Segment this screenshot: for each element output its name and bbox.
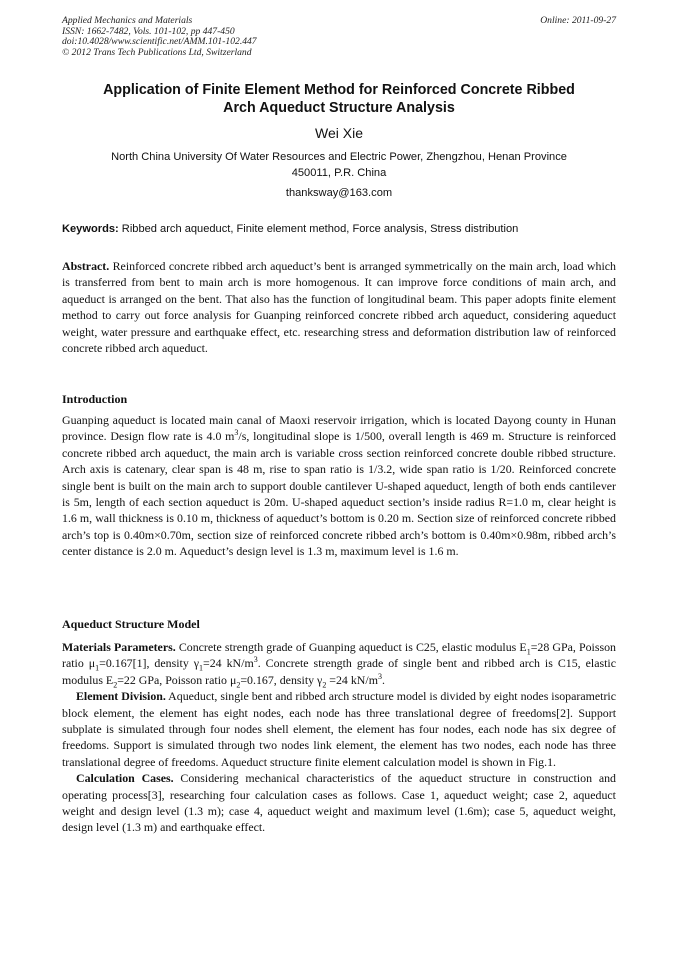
materials-text-5: . Concrete strength grade of single bent and ribbed arch is C15, elastic modulus E	[62, 656, 616, 687]
doi-line: doi:10.4028/www.scientific.net/AMM.101-102.447	[62, 36, 257, 47]
author-email: thanksway@163.com	[285, 187, 393, 199]
materials-text-9: .	[381, 672, 385, 687]
abstract-label: Abstract.	[62, 259, 110, 273]
materials-sub-1: 1	[526, 647, 531, 657]
journal-header	[62, 16, 616, 58]
keywords	[62, 222, 616, 237]
materials-text-6: =22 GPa, Poisson ratio μ	[117, 672, 237, 687]
model-body	[62, 639, 616, 836]
materials-text-4: =24 kN/m	[203, 656, 254, 671]
cases-paragraph	[62, 770, 616, 836]
cases-label: Calculation Cases.	[76, 771, 174, 786]
intro-text-2: /s, longitudinal slope is 1/500, overall length is 469 m. Structure is reinforced concrete ribbed arch aqueduct, the main arch is variable cross section reinforced concrete double ribbed structure. Arch axis is catenary, clear span is 48 m, rise to span ratio is 1/3.2, wide span ratio is 1/20. Reinforced concrete single bent is built on the main arch to support double cantilever U-shaped aqueduct, length of both ends cantilever is 5m, length of each section aqueduct is 20m. U-shaped aqueduct section’s inside radius R=1.0 m, clear height is 1.6 m, wall thickness is 0.10 m, thickness of aqueduct’s bottom is 0.20 m. Section size of reinforced concrete ribbed arch’s top is 0.40m×0.70m, section size of reinforced concrete ribbed arch’s bottom is 0.40m×0.98m, ribbed arch’s center distance is 2.0 m. Aqueduct’s design level is 1.3 m, maximum level is 1.6 m.	[62, 429, 616, 559]
keywords-label: Keywords:	[62, 223, 119, 235]
affiliation-line-2: 450011, P.R. China	[291, 166, 387, 179]
materials-paragraph	[62, 639, 616, 688]
materials-label: Materials Parameters.	[62, 640, 176, 654]
materials-sup-8: 3	[377, 671, 382, 681]
materials-text-1: Concrete strength grade of Guanping aqueduct is C25, elastic modulus E	[175, 640, 527, 654]
materials-sub-2: 1	[95, 663, 100, 673]
introduction-body	[62, 412, 616, 560]
materials-sub-6: 2	[236, 680, 241, 690]
title-line-2: Arch Aqueduct Structure Analysis	[223, 99, 455, 116]
intro-text-1: Guanping aqueduct is located main canal of Maoxi reservoir irrigation, which is located Dayong county in Hunan province. Design flow rate is 4.0 m	[62, 413, 616, 444]
cases-text: Considering mechanical characteristics of the aqueduct structure in construction and operating process[3], researching four calculation cases as follows. Case 1, aqueduct weight; case 2, aqueduct weight and design level (1.3 m); case 4, aqueduct weight and maximum level (1.6m); case 5, aqueduct weight, design level (1.3 m) and earthquake effect.	[62, 771, 617, 835]
issn-line: ISSN: 1662-7482, Vols. 101-102, pp 447-450	[62, 25, 235, 37]
online-date: Online: 2011-09-27	[540, 15, 616, 26]
element-label: Element Division.	[76, 689, 166, 704]
section-heading-model: Aqueduct Structure Model	[62, 617, 200, 631]
abstract-text: Reinforced concrete ribbed arch aqueduct’s bent is arranged symmetrically on the main arch, load which is transferred from bent to main arch is more homogenous. It can improve force conditions of main arch, and aqueduct is arranged on the bent. That also has the function of longitudinal beam. This paper adopts finite element method to carry out force analysis for Guanping reinforced concrete ribbed arch aqueduct, considering aqueduct weight, water pressure and earthquake effect, etc. researching stress and deformation distribution law of reinforced concrete ribbed arch aqueduct.	[62, 259, 616, 356]
element-paragraph	[62, 688, 616, 770]
journal-name: Applied Mechanics and Materials	[62, 15, 193, 26]
materials-sub-5: 2	[113, 680, 118, 690]
affiliation-line-1: North China University Of Water Resources and Electric Power, Zhengzhou, Henan Province	[111, 151, 567, 163]
materials-text-8: =24 kN/m	[326, 672, 378, 687]
section-heading-introduction: Introduction	[62, 392, 128, 406]
affiliation	[62, 150, 616, 181]
intro-sup-1: 3	[234, 428, 239, 438]
abstract	[62, 258, 616, 356]
materials-text-3: =0.167[1], density γ	[99, 656, 200, 671]
keywords-text: Ribbed arch aqueduct, Finite element method, Force analysis, Stress distribution	[118, 223, 519, 235]
paper-title	[62, 82, 616, 117]
author-name: Wei Xie	[315, 125, 363, 141]
materials-text-2: =28 GPa, Poisson ratio μ	[62, 640, 616, 671]
title-line-1: Application of Finite Element Method for Reinforced Concrete Ribbed	[103, 82, 575, 98]
copyright-line: © 2012 Trans Tech Publications Ltd, Switzerland	[62, 46, 252, 58]
materials-text-7: =0.167, density γ	[240, 672, 323, 687]
materials-sub-7: 2	[322, 680, 327, 690]
materials-sub-3: 1	[199, 663, 204, 673]
materials-sup-4: 3	[253, 655, 258, 665]
element-text: Aqueduct, single bent and ribbed arch structure model is divided by eight nodes isoparametric block element, the element has eight nodes, each node has three translational degree of freedoms[2]. Support subplate is simulated through four nodes shell element, the element has four nodes, each node has six degree of freedoms. Support is simulated through two nodes link element, the element has two nodes, each node has three translational degree of freedoms. Aqueduct structure finite element calculation model is shown in Fig.1.	[62, 689, 617, 769]
